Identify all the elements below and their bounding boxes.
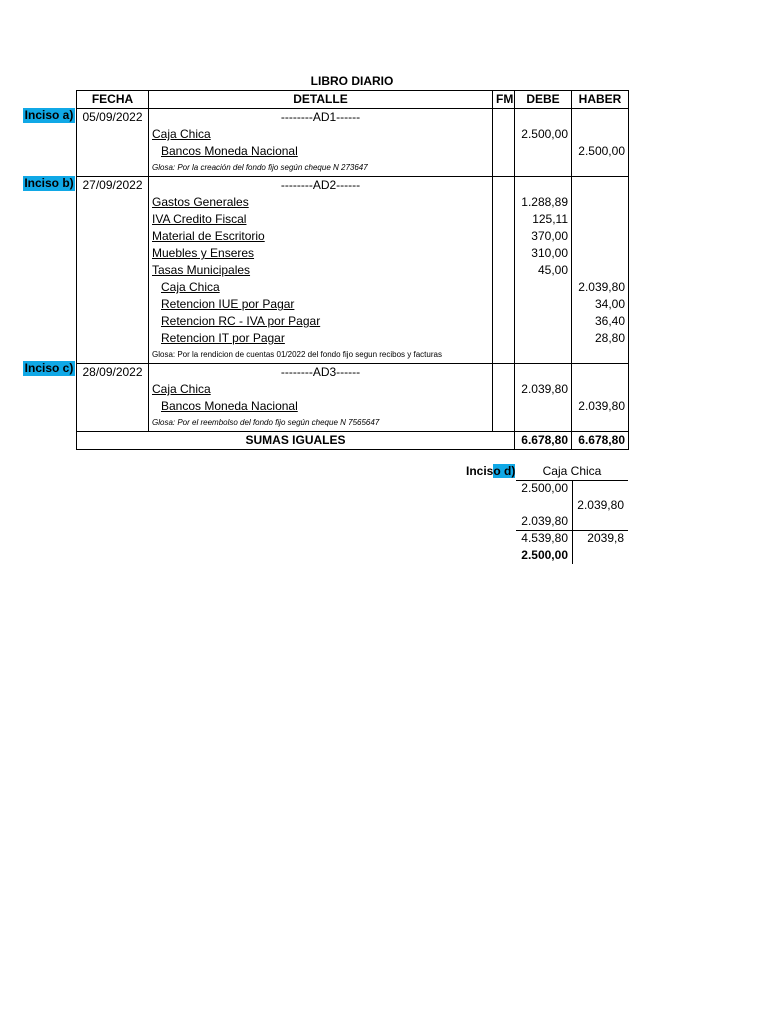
header-haber: HABER (572, 91, 629, 109)
account-name: Caja Chica (161, 280, 220, 294)
taccount-saldo: 2.500,00 (521, 548, 568, 562)
entry-date: 27/09/2022 (77, 177, 149, 195)
haber-value: 34,00 (572, 296, 629, 313)
header-row (77, 91, 629, 109)
account-name: Gastos Generales (152, 195, 249, 209)
table-row (77, 364, 629, 382)
inciso-d-label (466, 463, 515, 479)
taccount-debe: 2.500,00 (521, 481, 568, 495)
account-name: Retencion IUE por Pagar (161, 297, 295, 311)
debe-value (515, 279, 572, 296)
debe-value (515, 330, 572, 347)
taccount-debe: 2.039,80 (521, 514, 568, 528)
table-row (77, 313, 629, 330)
debe-value: 45,00 (515, 262, 572, 279)
account-name: Bancos Moneda Nacional (161, 144, 298, 158)
debe-value (515, 296, 572, 313)
haber-value: 36,40 (572, 313, 629, 330)
table-row (77, 143, 629, 160)
debe-value: 2.039,80 (515, 381, 572, 398)
inciso-c-label: Inciso c) (24, 361, 74, 375)
table-row (77, 177, 629, 195)
debe-value: 2.500,00 (515, 126, 572, 143)
totals-haber: 6.678,80 (572, 432, 629, 450)
taccount-sum-haber: 2039,8 (587, 531, 624, 545)
haber-value: 2.039,80 (572, 279, 629, 296)
debe-value (515, 398, 572, 415)
debe-value: 370,00 (515, 228, 572, 245)
debe-value: 125,11 (515, 211, 572, 228)
totals-debe: 6.678,80 (515, 432, 572, 450)
table-row (77, 398, 629, 415)
table-row (77, 160, 629, 177)
taccount-sum-debe: 4.539,80 (521, 531, 568, 545)
haber-value (572, 245, 629, 262)
haber-value (572, 381, 629, 398)
header-fecha: FECHA (77, 91, 149, 109)
haber-value (572, 194, 629, 211)
haber-value (572, 228, 629, 245)
taccount-haber: 2.039,80 (577, 498, 624, 512)
entry-asiento: --------AD3------ (149, 364, 493, 382)
inciso-d-text: Incis (466, 464, 494, 478)
account-name: Retencion IT por Pagar (161, 331, 285, 345)
table-row (77, 245, 629, 262)
libro-diario-table (76, 90, 629, 450)
account-name: Muebles y Enseres (152, 246, 255, 260)
haber-value: 2.500,00 (572, 143, 629, 160)
account-name: Tasas Municipales (152, 263, 251, 277)
header-detalle: DETALLE (149, 91, 493, 109)
header-debe: DEBE (515, 91, 572, 109)
table-row (77, 109, 629, 127)
entry-date: 28/09/2022 (77, 364, 149, 382)
debe-value (515, 313, 572, 330)
table-row (77, 347, 629, 364)
header-fm: FM (493, 91, 515, 109)
totals-row (77, 432, 629, 450)
table-row (77, 194, 629, 211)
inciso-b-label: Inciso b) (24, 176, 74, 190)
table-row (77, 330, 629, 347)
table-row (77, 126, 629, 143)
table-row (77, 279, 629, 296)
account-name: Bancos Moneda Nacional (161, 399, 298, 413)
haber-value (572, 262, 629, 279)
haber-value: 28,80 (572, 330, 629, 347)
taccount-title: Caja Chica (542, 464, 602, 478)
table-row (77, 296, 629, 313)
haber-value (572, 211, 629, 228)
account-name: IVA Credito Fiscal (152, 212, 247, 226)
table-row (77, 415, 629, 432)
account-name: Material de Escritorio (152, 229, 265, 243)
debe-value (515, 143, 572, 160)
totals-label: SUMAS IGUALES (77, 432, 515, 450)
table-row (77, 228, 629, 245)
entry-asiento: --------AD1------ (149, 109, 493, 127)
entry-asiento: --------AD2------ (149, 177, 493, 195)
table-row (77, 262, 629, 279)
account-name: Caja Chica (152, 127, 211, 141)
debe-value: 310,00 (515, 245, 572, 262)
inciso-a-label: Inciso a) (24, 108, 74, 122)
account-name: Caja Chica (152, 382, 211, 396)
table-row (77, 211, 629, 228)
haber-value (572, 126, 629, 143)
debe-value: 1.288,89 (515, 194, 572, 211)
entry-glosa: Glosa: Por la rendicion de cuentas 01/2022 del fondo fijo segun recibos y facturas (149, 347, 493, 364)
entry-glosa: Glosa: Por la creación del fondo fijo según cheque N 273647 (149, 160, 493, 177)
account-name: Retencion RC - IVA por Pagar (161, 314, 321, 328)
table-row (77, 381, 629, 398)
inciso-d-highlight: o d) (493, 464, 516, 478)
haber-value: 2.039,80 (572, 398, 629, 415)
entry-glosa: Glosa: Por el reembolso del fondo fijo según cheque N 7565647 (149, 415, 493, 432)
page-title: LIBRO DIARIO (310, 74, 394, 88)
entry-date: 05/09/2022 (77, 109, 149, 127)
taccount-center-line (572, 480, 573, 564)
